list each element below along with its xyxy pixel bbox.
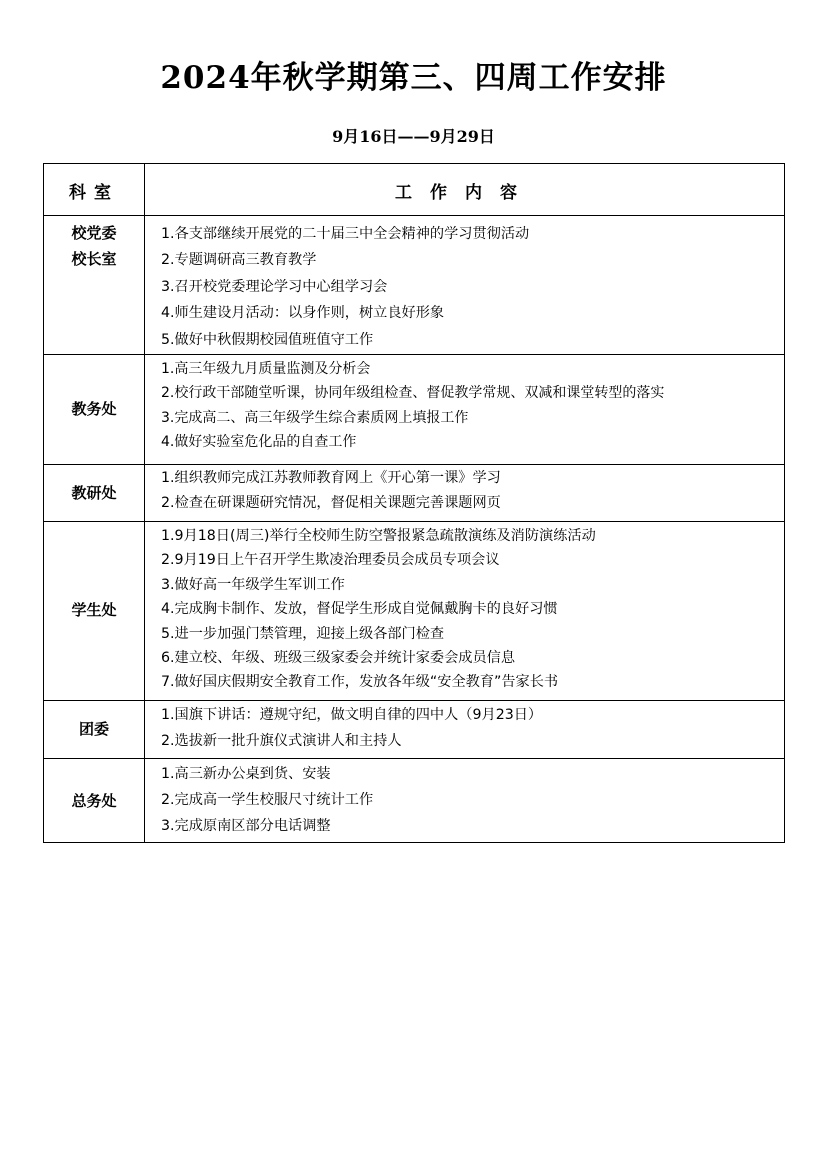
task-list-student	[161, 524, 781, 695]
dept-line: 总务处	[71, 792, 117, 810]
task-item: 6.建立校、年级、班级三级家委会并统计家委会成员信息	[161, 650, 516, 667]
task-list-research	[161, 466, 781, 516]
dept-line: 校长室	[71, 250, 117, 268]
dept-line: 教研处	[71, 484, 117, 502]
date-range: 9月16日——9月29日	[332, 127, 495, 146]
column-divider	[144, 163, 145, 843]
task-item: 4.做好实验室危化品的自查工作	[161, 433, 357, 450]
task-item: 3.完成原南区部分电话调整	[161, 818, 331, 834]
dept-line: 团委	[78, 720, 109, 738]
table-border-right	[784, 163, 785, 843]
task-item: 4.完成胸卡制作、发放，督促学生形成自觉佩戴胸卡的良好习惯	[161, 601, 558, 618]
row-divider	[43, 464, 785, 465]
task-item: 3.召开校党委理论学习中心组学习会	[161, 278, 388, 295]
dept-general-affairs	[44, 788, 144, 814]
page-title: 2024年秋学期第三、四周工作安排	[160, 60, 667, 96]
header-dept: 科室	[69, 183, 119, 203]
task-list-general	[161, 761, 781, 839]
task-item: 7.做好国庆假期安全教育工作，发放各年级“安全教育”告家长书	[161, 674, 559, 691]
row-divider	[43, 521, 785, 522]
task-item: 5.进一步加强门禁管理，迎接上级各部门检查	[161, 625, 445, 642]
task-item: 1.各支部继续开展党的二十届三中全会精神的学习贯彻活动	[161, 226, 530, 242]
task-item: 2.检查在研课题研究情况，督促相关课题完善课题网页	[161, 495, 501, 511]
task-list-youth-league	[161, 702, 781, 754]
row-divider	[43, 700, 785, 701]
task-item: 1.高三年级九月质量监测及分析会	[161, 361, 371, 377]
dept-line: 校党委	[71, 224, 117, 242]
table-border-top	[43, 163, 785, 164]
task-item: 2.选拔新一批升旗仪式演讲人和主持人	[161, 733, 402, 749]
dept-line: 学生处	[71, 601, 117, 619]
task-item: 2.专题调研高三教育教学	[161, 252, 317, 269]
task-item: 1.国旗下讲话：遵规守纪，做文明自律的四中人（9月23日）	[161, 707, 543, 723]
task-list-party	[161, 221, 781, 353]
task-item: 3.完成高二、高三年级学生综合素质网上填报工作	[161, 409, 469, 426]
task-item: 2.完成高一学生校服尺寸统计工作	[161, 792, 374, 808]
header-divider	[43, 215, 785, 216]
dept-research	[44, 480, 144, 506]
header-content: 工作内容	[395, 183, 535, 203]
dept-party-committee	[44, 220, 144, 272]
task-list-academic	[161, 357, 781, 454]
task-item: 5.做好中秋假期校园值班值守工作	[161, 331, 374, 348]
table-border-bottom	[43, 842, 785, 843]
row-divider	[43, 758, 785, 759]
task-item: 1.组织教师完成江苏教师教育网上《开心第一课》学习	[161, 470, 501, 486]
dept-student-affairs	[44, 597, 144, 623]
dept-academic-affairs	[44, 396, 144, 422]
task-item: 1.9月18日(周三)举行全校师生防空警报紧急疏散演练及消防演练活动	[161, 528, 596, 544]
task-item: 1.高三新办公桌到货、安装	[161, 766, 331, 782]
dept-youth-league	[44, 716, 144, 742]
task-item: 3.做好高一年级学生军训工作	[161, 576, 345, 593]
row-divider	[43, 354, 785, 355]
dept-line: 教务处	[71, 400, 117, 418]
task-item: 4.师生建设月活动：以身作则，树立良好形象	[161, 305, 445, 322]
task-item: 2.9月19日上午召开学生欺凌治理委员会成员专项会议	[161, 552, 500, 569]
task-item: 2.校行政干部随堂听课，协同年级组检查、督促教学常规、双减和课堂转型的落实	[161, 385, 665, 402]
